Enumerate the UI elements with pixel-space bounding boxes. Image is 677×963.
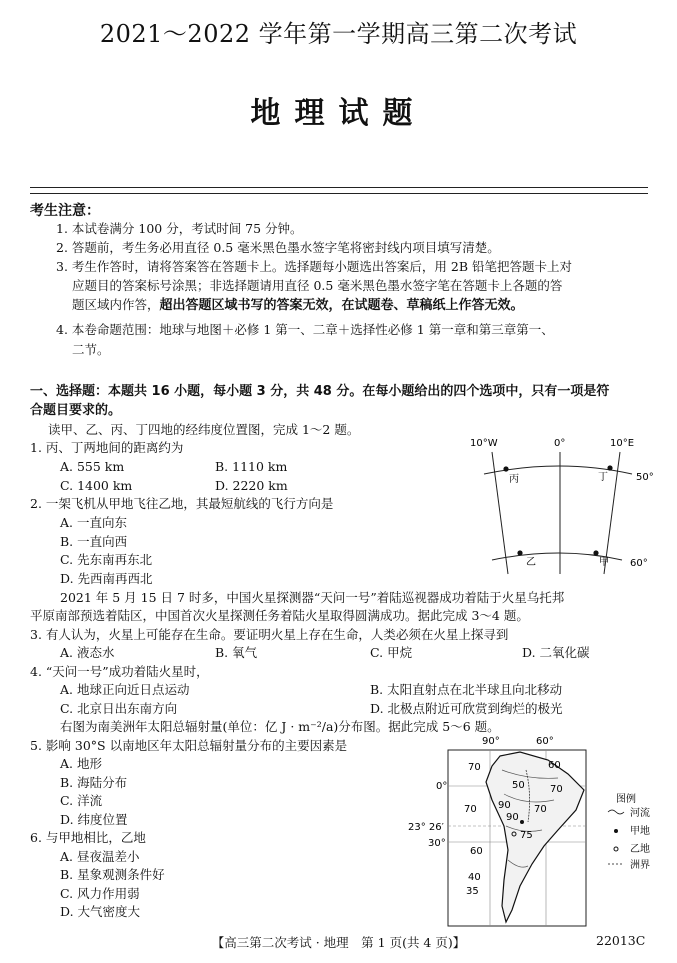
legend-yi-icon	[614, 847, 618, 851]
map-lat-label-0: 0°	[436, 781, 448, 792]
notice-item-3-warning: 超出答题区域书写的答案无效，在试题卷、草稿纸上作答无效。	[159, 298, 524, 313]
isoline-label-12: 90	[498, 800, 511, 811]
isoline-label-11: 35	[466, 886, 479, 897]
q2-option-b: B. 一直向西	[60, 534, 128, 549]
lon-label-10w: 10°W	[470, 438, 498, 449]
header-rule-bottom	[30, 193, 648, 194]
q4-option-a: A. 地球正向近日点运动	[60, 682, 190, 697]
q4-option-c: C. 北京日出东南方向	[60, 701, 178, 716]
q5-option-c: C. 洋流	[60, 793, 103, 808]
q4-option-d: D. 北极点附近可欣赏到绚烂的极光	[370, 701, 563, 716]
q2-option-c: C. 先东南再东北	[60, 552, 153, 567]
header-rule-top	[30, 187, 648, 188]
exam-title: 2021～2022 学年第一学期高三第二次考试	[99, 20, 578, 48]
notice-item-4: 4. 本卷命题范围：地球与地图＋必修 1 第一、二章＋选择性必修 1 第一章和第三章第一、	[56, 322, 554, 337]
q1-option-b: B. 1110 km	[215, 459, 288, 474]
notice-item-3: 3. 考生作答时，请将答案答在答题卡上。选择题每小题选出答案后，用 2B 铅笔把答题卡上对	[56, 259, 572, 274]
intro-q3-q4-line2: 平原南部预选着陆区，中国首次火星探测任务着陆火星取得圆满成功。据此完成 3～4 题。	[30, 608, 529, 623]
q3-option-a: A. 液态水	[60, 645, 115, 660]
point-bing	[503, 466, 508, 471]
label-jia: 甲	[599, 557, 609, 568]
point-yi	[517, 550, 522, 555]
lon-label-10e: 10°E	[610, 438, 635, 449]
lat-lon-grid-figure	[462, 432, 658, 582]
notice-item-3-cont2	[72, 295, 524, 315]
notice-item-4-cont: 二节。	[72, 342, 110, 357]
legend-jia: 甲地	[630, 826, 650, 837]
q6-option-b: B. 星象观测条件好	[60, 867, 165, 882]
notice-item-2: 2. 答题前，考生务必用直径 0.5 毫米黑色墨水签字笔将密封线内项目填写清楚。	[56, 240, 500, 255]
label-yi: 乙	[526, 557, 536, 568]
q4-stem: 4. “天问一号”成功着陆火星时，	[30, 664, 209, 679]
section-heading-line1: 一、选择题：本题共 16 小题，每小题 3 分，共 48 分。在每小题给出的四个选项中，只有一项是符	[30, 384, 610, 399]
south-america-radiation-map	[408, 730, 666, 930]
isoline-label-1: 70	[468, 762, 481, 773]
map-lon-90: 90°	[482, 736, 500, 747]
q2-option-d: D. 先西南再西北	[60, 571, 153, 586]
q6-stem: 6. 与甲地相比，乙地	[30, 830, 146, 845]
q2-stem: 2. 一架飞机从甲地飞往乙地，其最短航线的飞行方向是	[30, 496, 334, 511]
q1-option-d: D. 2220 km	[215, 478, 288, 493]
point-jia	[593, 550, 598, 555]
notice-item-3-tail: 题区域内作答，	[72, 297, 160, 312]
subject-title: 地理试题	[250, 96, 427, 131]
intro-q5-q6: 右图为南美洲年太阳总辐射量(单位：亿 J · m⁻²/a)分布图。据此完成 5～6 题。	[60, 719, 500, 734]
page-footer: 【高三第二次考试 · 地理 第 1 页(共 4 页)】	[211, 935, 466, 950]
intro-q1-q2: 读甲、乙、丙、丁四地的经纬度位置图，完成 1～2 题。	[48, 422, 360, 437]
label-bing: 丙	[509, 474, 519, 485]
q3-option-b: B. 氧气	[215, 645, 258, 660]
lon-label-0: 0°	[554, 438, 566, 449]
legend-river: 河流	[630, 808, 650, 819]
legend-yi: 乙地	[630, 844, 650, 855]
q6-option-a: A. 昼夜温差小	[60, 849, 140, 864]
legend-river-icon	[608, 810, 624, 814]
map-lon-60: 60°	[536, 736, 554, 747]
section-heading-line2: 合题目要求的。	[30, 403, 122, 418]
q1-option-c: C. 1400 km	[60, 478, 133, 493]
q3-option-d: D. 二氧化碳	[522, 645, 590, 660]
isoline-label-7: 90	[506, 812, 519, 823]
isoline-label-2: 60	[548, 760, 561, 771]
lat-label-60: 60°	[630, 558, 648, 569]
map-lat-label-30: 30°	[428, 838, 446, 849]
intro-q3-q4-line1: 2021 年 5 月 15 日 7 时多，中国火星探测器“天问一号”着陆巡视器成功着陆于火星乌托邦	[60, 590, 565, 605]
isoline-label-8: 75	[520, 830, 533, 841]
isoline-label-4: 70	[464, 804, 477, 815]
label-ding: 丁	[598, 472, 608, 483]
isoline-label-9: 60	[470, 846, 483, 857]
q3-stem: 3. 有人认为，火星上可能存在生命。要证明火星上存在生命，人类必须在火星上探寻到	[30, 627, 509, 642]
lat-label-50: 50°	[636, 472, 654, 483]
isoline-label-5: 70	[550, 784, 563, 795]
q6-option-d: D. 大气密度大	[60, 904, 141, 919]
notice-item-1: 1. 本试卷满分 100 分，考试时间 75 分钟。	[56, 221, 303, 236]
legend-jia-icon	[614, 829, 618, 833]
notice-heading: 考生注意：	[30, 203, 100, 219]
q5-option-a: A. 地形	[60, 756, 102, 771]
notice-item-3-cont: 应题目的答案标号涂黑；非选择题请用直径 0.5 毫米黑色墨水签字笔在答题卡上各题的答	[72, 278, 563, 293]
q1-stem: 1. 丙、丁两地间的距离约为	[30, 440, 184, 455]
q5-option-b: B. 海陆分布	[60, 775, 128, 790]
map-lat-label-tropic: 23° 26′	[408, 822, 444, 833]
q2-option-a: A. 一直向东	[60, 515, 127, 530]
isoline-label-10: 40	[468, 872, 481, 883]
q6-option-c: C. 风力作用弱	[60, 886, 140, 901]
q1-option-a: A. 555 km	[60, 459, 125, 474]
q3-option-c: C. 甲烷	[370, 645, 413, 660]
legend-border: 洲界	[630, 860, 650, 871]
map-point-jia	[520, 820, 524, 824]
q4-option-b: B. 太阳直射点在北半球且向北移动	[370, 682, 563, 697]
isoline-label-3: 50	[512, 780, 525, 791]
q5-option-d: D. 纬度位置	[60, 812, 128, 827]
point-ding	[607, 465, 612, 470]
isoline-label-6: 70	[534, 804, 547, 815]
q5-stem: 5. 影响 30°S 以南地区年太阳总辐射量分布的主要因素是	[30, 738, 348, 753]
paper-code: 22013C	[596, 933, 646, 948]
legend-title: 图例	[616, 794, 636, 805]
